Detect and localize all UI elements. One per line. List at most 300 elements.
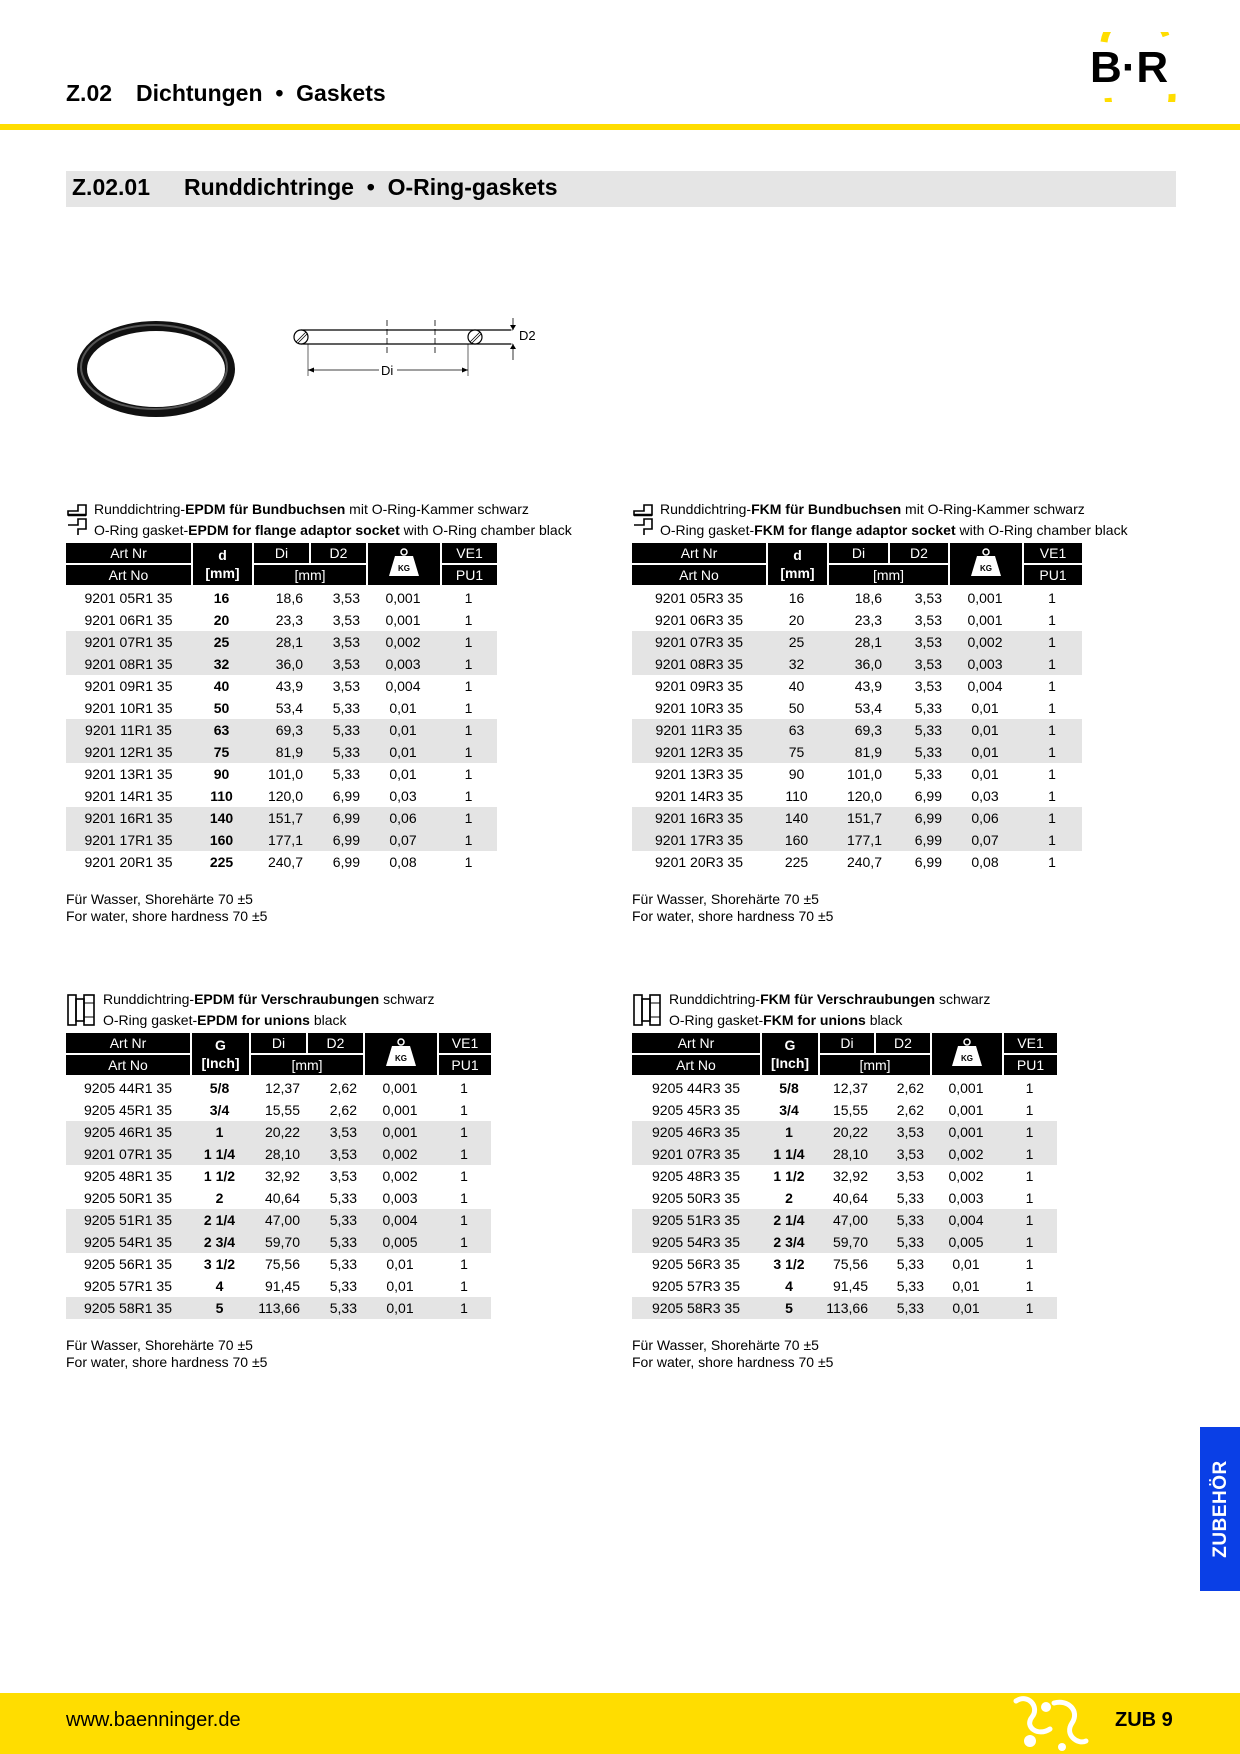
- header-art-no: Art No: [66, 1055, 190, 1077]
- size-cell: 20: [213, 612, 230, 628]
- art-number-cell: 9205 46R1 35: [66, 1121, 190, 1143]
- product-note: Für Wasser, Shorehärte 70 ±5 For water, shore hardness 70 ±5: [632, 1337, 834, 1370]
- header-art-no: Art No: [66, 565, 191, 587]
- d2-cell: 6,99: [332, 854, 360, 870]
- di-cell: 113,66: [818, 1297, 874, 1319]
- oring-photo: [74, 318, 239, 418]
- di-cell: 43,9: [275, 678, 303, 694]
- ve1-cell: 1: [464, 766, 473, 782]
- flange-socket-icon: [66, 501, 88, 539]
- art-number-cell: 9201 08R3 35: [632, 653, 766, 675]
- size-cell: 5/8: [209, 1080, 230, 1096]
- weight-cell: 0,002: [930, 1143, 1002, 1165]
- header-title-de: Dichtungen: [136, 80, 263, 106]
- size-cell: 1 1/4: [190, 1143, 249, 1165]
- size-cell: 75: [191, 741, 252, 763]
- header-pu1: PU1: [440, 565, 497, 587]
- ve1-cell: 1: [1048, 678, 1056, 694]
- art-number-cell: 9205 50R1 35: [84, 1190, 172, 1206]
- d2-cell: 2,62: [329, 1080, 357, 1096]
- d2-cell: 3,53: [888, 653, 948, 675]
- d2-cell: 3,53: [332, 612, 360, 628]
- header-separator: •: [275, 80, 284, 106]
- art-number-cell: 9201 13R3 35: [655, 766, 743, 782]
- footer-logo-pattern: [1010, 1693, 1090, 1754]
- ve1-cell: 1: [1025, 1256, 1034, 1272]
- product-block-epdm-unions: [66, 989, 491, 1371]
- ve1-cell: 1: [460, 1102, 468, 1118]
- size-cell: 50: [213, 700, 230, 716]
- d2-cell: 5,33: [306, 1231, 363, 1253]
- art-number-cell: 9205 54R1 35: [66, 1231, 190, 1253]
- header-pu1: PU1: [1022, 565, 1082, 587]
- ve1-cell: 1: [464, 854, 473, 870]
- ve1-cell: 1: [440, 631, 497, 653]
- size-cell: 90: [788, 766, 805, 782]
- size-cell: 225: [209, 854, 234, 870]
- d2-cell: 3,53: [309, 653, 366, 675]
- table-row: [632, 785, 1082, 807]
- ve1-cell: 1: [1048, 612, 1056, 628]
- art-number-cell: 9201 14R3 35: [655, 788, 743, 804]
- table-row: [66, 1253, 491, 1275]
- header-art-nr: Art Nr: [632, 1033, 760, 1055]
- weight-cell: 0,002: [363, 1143, 437, 1165]
- table-row: [66, 741, 497, 763]
- product-table: [66, 1033, 491, 1319]
- header-art-nr: Art Nr: [66, 1033, 190, 1055]
- weight-cell: 0,01: [952, 1256, 980, 1272]
- ve1-cell: 1: [1048, 766, 1056, 782]
- table-row: [66, 1209, 491, 1231]
- ve1-cell: 1: [1048, 590, 1056, 606]
- table-row: [66, 631, 497, 653]
- art-number-cell: 9201 12R3 35: [632, 741, 766, 763]
- di-cell: 40,64: [264, 1190, 300, 1206]
- d2-cell: 3,53: [896, 1168, 924, 1184]
- art-number-cell: 9201 13R1 35: [84, 766, 173, 782]
- ve1-cell: 1: [460, 1168, 468, 1184]
- art-number-cell: 9205 45R3 35: [652, 1102, 740, 1118]
- ve1-cell: 1: [1048, 854, 1056, 870]
- ve1-cell: 1: [440, 807, 497, 829]
- art-number-cell: 9205 46R3 35: [632, 1121, 760, 1143]
- art-number-cell: 9201 20R3 35: [655, 854, 743, 870]
- ve1-cell: 1: [437, 1209, 491, 1231]
- d2-cell: 5,33: [874, 1209, 930, 1231]
- size-cell: 4: [215, 1278, 224, 1294]
- company-logo: [1086, 32, 1190, 102]
- d2-cell: 6,99: [332, 788, 360, 804]
- ve1-cell: 1: [1025, 1190, 1034, 1206]
- table-row: [632, 1121, 1057, 1143]
- d2-cell: 3,53: [914, 612, 942, 628]
- di-cell: 28,10: [818, 1143, 874, 1165]
- di-cell: 101,0: [267, 766, 303, 782]
- di-cell: 75,56: [264, 1256, 300, 1272]
- di-cell: 151,7: [827, 807, 888, 829]
- ve1-cell: 1: [440, 719, 497, 741]
- ve1-cell: 1: [460, 1080, 468, 1096]
- table-row: [66, 1297, 491, 1319]
- size-cell: 5: [760, 1297, 818, 1319]
- di-cell: 120,0: [267, 788, 303, 804]
- di-cell: 91,45: [832, 1278, 868, 1294]
- size-cell: 16: [213, 590, 230, 606]
- di-cell: 81,9: [827, 741, 888, 763]
- d2-cell: 3,53: [329, 1168, 357, 1184]
- header-di: Di: [827, 543, 888, 565]
- section-title-de: Runddichtringe: [184, 174, 354, 200]
- d2-cell: 3,53: [332, 590, 360, 606]
- d2-cell: 5,33: [329, 1256, 357, 1272]
- art-number-cell: 9201 10R1 35: [84, 700, 173, 716]
- table-row: [632, 1297, 1057, 1319]
- ve1-cell: 1: [1002, 1209, 1057, 1231]
- weight-cell: 0,004: [930, 1209, 1002, 1231]
- ve1-cell: 1: [1002, 1231, 1057, 1253]
- weight-cell: 0,01: [386, 1278, 414, 1294]
- caption-de: Runddichtring-EPDM für Verschraubungen schwarz: [103, 991, 435, 1007]
- di-cell: 177,1: [827, 829, 888, 851]
- art-number-cell: 9201 11R3 35: [632, 719, 766, 741]
- weight-cell: 0,08: [971, 854, 999, 870]
- drawing-label-d2: D2: [519, 328, 536, 343]
- size-cell: 160: [191, 829, 252, 851]
- table-row: [632, 609, 1082, 631]
- product-caption: [632, 989, 1057, 1033]
- d2-cell: 5,33: [332, 700, 360, 716]
- art-number-cell: 9205 48R3 35: [652, 1168, 740, 1184]
- ve1-cell: 1: [464, 700, 473, 716]
- ve1-cell: 1: [464, 612, 473, 628]
- header-mm: [mm]: [818, 1055, 930, 1077]
- di-cell: 47,00: [818, 1209, 874, 1231]
- weight-cell: 0,01: [366, 741, 440, 763]
- table-row: [632, 851, 1082, 873]
- weight-cell: 0,001: [967, 590, 1003, 606]
- table-row: [66, 1165, 491, 1187]
- weight-cell: 0,03: [971, 788, 999, 804]
- di-cell: 113,66: [249, 1297, 306, 1319]
- section-title-en: O-Ring-gaskets: [387, 174, 558, 200]
- table-row: [632, 829, 1082, 851]
- art-number-cell: 9201 09R1 35: [84, 678, 173, 694]
- header-size: d [mm]: [191, 543, 252, 587]
- header-size: G [Inch]: [190, 1033, 249, 1077]
- size-cell: 1: [190, 1121, 249, 1143]
- weight-cell: 0,01: [971, 766, 999, 782]
- ve1-cell: 1: [1022, 631, 1082, 653]
- d2-cell: 3,53: [874, 1121, 930, 1143]
- d2-cell: 5,33: [309, 719, 366, 741]
- header-d2: D2: [306, 1033, 363, 1055]
- table-row: [632, 1209, 1057, 1231]
- di-cell: 20,22: [249, 1121, 306, 1143]
- di-cell: 240,7: [846, 854, 882, 870]
- table-row: [66, 719, 497, 741]
- header-pu1: PU1: [437, 1055, 491, 1077]
- product-note: Für Wasser, Shorehärte 70 ±5 For water, shore hardness 70 ±5: [632, 891, 834, 924]
- di-cell: 69,3: [252, 719, 309, 741]
- header-size: G [Inch]: [760, 1033, 818, 1077]
- art-number-cell: 9201 08R1 35: [66, 653, 191, 675]
- table-row: [632, 653, 1082, 675]
- art-number-cell: 9201 16R3 35: [632, 807, 766, 829]
- ve1-cell: 1: [464, 788, 473, 804]
- size-cell: 20: [788, 612, 805, 628]
- d2-cell: 2,62: [896, 1102, 924, 1118]
- logo-text: B·R: [1090, 43, 1169, 92]
- di-cell: 36,0: [827, 653, 888, 675]
- svg-text:KG: KG: [395, 1053, 407, 1063]
- table-row: [66, 675, 497, 697]
- product-table: [66, 543, 497, 873]
- d2-cell: 6,99: [888, 807, 948, 829]
- ve1-cell: 1: [1022, 653, 1082, 675]
- di-cell: 40,64: [832, 1190, 868, 1206]
- d2-cell: 5,33: [896, 1278, 924, 1294]
- section-separator: •: [366, 174, 375, 200]
- header-art-nr: Art Nr: [66, 543, 191, 565]
- size-cell: 40: [788, 678, 805, 694]
- product-block-fkm-flange: [632, 499, 1128, 925]
- art-number-cell: 9205 56R1 35: [84, 1256, 172, 1272]
- weight-cell: 0,01: [930, 1297, 1002, 1319]
- di-cell: 23,3: [275, 612, 303, 628]
- size-cell: 110: [785, 788, 808, 804]
- size-cell: 140: [191, 807, 252, 829]
- di-cell: 101,0: [846, 766, 882, 782]
- union-icon: [632, 991, 662, 1029]
- weight-cell: 0,08: [389, 854, 417, 870]
- art-number-cell: 9205 57R1 35: [84, 1278, 172, 1294]
- weight-cell: 0,003: [948, 1190, 984, 1206]
- art-number-cell: 9201 09R3 35: [655, 678, 743, 694]
- di-cell: 81,9: [252, 741, 309, 763]
- size-cell: 1 1/2: [773, 1168, 805, 1184]
- ve1-cell: 1: [460, 1278, 468, 1294]
- caption-de: Runddichtring-FKM für Bundbuchsen mit O-Ring-Kammer schwarz: [660, 501, 1085, 517]
- table-row: [66, 587, 497, 609]
- svg-text:KG: KG: [961, 1053, 973, 1063]
- size-cell: 5: [190, 1297, 249, 1319]
- ve1-cell: 1: [1022, 807, 1082, 829]
- art-number-cell: 9205 57R3 35: [652, 1278, 740, 1294]
- weight-cell: 0,01: [363, 1297, 437, 1319]
- di-cell: 18,6: [854, 590, 882, 606]
- d2-cell: 5,33: [306, 1209, 363, 1231]
- size-cell: 2 3/4: [760, 1231, 818, 1253]
- caption-en: O-Ring gasket-EPDM for unions black: [103, 1012, 347, 1028]
- weight-cell: 0,001: [948, 1080, 984, 1096]
- d2-cell: 6,99: [888, 829, 948, 851]
- art-number-cell: 9205 51R3 35: [632, 1209, 760, 1231]
- category-side-tab-label: ZUBEHÖR: [1210, 1460, 1231, 1558]
- di-cell: 18,6: [275, 590, 303, 606]
- flange-socket-icon: [632, 501, 654, 539]
- weight-cell: 0,004: [385, 678, 421, 694]
- caption-en: O-Ring gasket-FKM for flange adaptor socket with O-Ring chamber black: [660, 522, 1128, 538]
- size-cell: 25: [191, 631, 252, 653]
- art-number-cell: 9205 58R1 35: [66, 1297, 190, 1319]
- art-number-cell: 9201 14R1 35: [84, 788, 173, 804]
- di-cell: 53,4: [275, 700, 303, 716]
- table-row: [66, 609, 497, 631]
- di-cell: 23,3: [854, 612, 882, 628]
- di-cell: 28,10: [249, 1143, 306, 1165]
- page-header-title: [66, 80, 386, 107]
- ve1-cell: 1: [1022, 741, 1082, 763]
- di-cell: 47,00: [249, 1209, 306, 1231]
- size-cell: 1: [760, 1121, 818, 1143]
- table-row: [66, 1187, 491, 1209]
- d2-cell: 5,33: [874, 1231, 930, 1253]
- d2-cell: 5,33: [896, 1256, 924, 1272]
- weight-cell: 0,001: [948, 1102, 984, 1118]
- d2-cell: 5,33: [329, 1278, 357, 1294]
- header-pu1: PU1: [1002, 1055, 1057, 1077]
- svg-text:KG: KG: [980, 563, 992, 573]
- art-number-cell: 9201 17R3 35: [632, 829, 766, 851]
- header-weight: [363, 1033, 437, 1077]
- product-table: [632, 543, 1082, 873]
- header-art-no: Art No: [632, 565, 766, 587]
- ve1-cell: 1: [460, 1256, 468, 1272]
- d2-cell: 3,53: [332, 678, 360, 694]
- ve1-cell: 1: [437, 1231, 491, 1253]
- table-row: [632, 741, 1082, 763]
- d2-cell: 3,53: [914, 590, 942, 606]
- weight-cell: 0,003: [948, 653, 1022, 675]
- footer-website-link[interactable]: www.baenninger.de: [66, 1709, 241, 1731]
- table-row: [66, 653, 497, 675]
- art-number-cell: 9205 58R3 35: [632, 1297, 760, 1319]
- weight-cell: 0,005: [363, 1231, 437, 1253]
- weight-cell: 0,001: [382, 1080, 418, 1096]
- product-caption: [66, 989, 491, 1033]
- size-cell: 140: [766, 807, 827, 829]
- art-number-cell: 9201 07R1 35: [66, 631, 191, 653]
- ve1-cell: 1: [1002, 1143, 1057, 1165]
- table-row: [632, 807, 1082, 829]
- size-cell: 225: [784, 854, 809, 870]
- di-cell: 120,0: [846, 788, 882, 804]
- product-note: Für Wasser, Shorehärte 70 ±5 For water, shore hardness 70 ±5: [66, 891, 268, 924]
- product-block-epdm-flange: [66, 499, 572, 925]
- d2-cell: 6,99: [309, 807, 366, 829]
- ve1-cell: 1: [437, 1143, 491, 1165]
- di-cell: 75,56: [832, 1256, 868, 1272]
- size-cell: 40: [213, 678, 230, 694]
- weight-cell: 0,01: [952, 1278, 980, 1294]
- header-size: d [mm]: [766, 543, 827, 587]
- art-number-cell: 9201 17R1 35: [66, 829, 191, 851]
- drawing-label-di: Di: [381, 363, 394, 378]
- weight-cell: 0,07: [366, 829, 440, 851]
- table-row: [66, 1077, 491, 1099]
- ve1-cell: 1: [1025, 1168, 1034, 1184]
- ve1-cell: 1: [1025, 1278, 1034, 1294]
- table-row: [66, 785, 497, 807]
- section-title: [72, 174, 558, 201]
- art-number-cell: 9205 50R3 35: [652, 1190, 740, 1206]
- di-cell: 12,37: [264, 1080, 300, 1096]
- ve1-cell: 1: [1048, 788, 1056, 804]
- table-row: [632, 697, 1082, 719]
- table-row: [66, 851, 497, 873]
- d2-cell: 5,33: [332, 766, 360, 782]
- di-cell: 15,55: [832, 1102, 868, 1118]
- header-mm: [mm]: [249, 1055, 363, 1077]
- size-cell: 1 1/2: [203, 1168, 236, 1184]
- table-row: [632, 1077, 1057, 1099]
- table-row: [66, 1099, 491, 1121]
- di-cell: 151,7: [252, 807, 309, 829]
- art-number-cell: 9205 51R1 35: [66, 1209, 190, 1231]
- size-cell: 63: [766, 719, 827, 741]
- size-cell: 3/4: [209, 1102, 230, 1118]
- table-row: [632, 587, 1082, 609]
- ve1-cell: 1: [1048, 700, 1056, 716]
- size-cell: 5/8: [779, 1080, 799, 1096]
- caption-en: O-Ring gasket-FKM for unions black: [669, 1012, 903, 1028]
- size-cell: 2 1/4: [760, 1209, 818, 1231]
- table-row: [632, 719, 1082, 741]
- size-cell: 2 1/4: [190, 1209, 249, 1231]
- header-mm: [mm]: [827, 565, 948, 587]
- art-number-cell: 9201 05R1 35: [84, 590, 173, 606]
- union-icon: [66, 991, 96, 1029]
- weight-cell: 0,003: [382, 1190, 418, 1206]
- weight-cell: 0,01: [386, 1256, 414, 1272]
- header-ve1: VE1: [440, 543, 497, 565]
- d2-cell: 6,99: [309, 829, 366, 851]
- table-row: [66, 697, 497, 719]
- weight-cell: 0,01: [948, 741, 1022, 763]
- weight-cell: 0,003: [366, 653, 440, 675]
- ve1-cell: 1: [437, 1297, 491, 1319]
- size-cell: 2: [215, 1190, 224, 1206]
- d2-cell: 2,62: [896, 1080, 924, 1096]
- product-note: Für Wasser, Shorehärte 70 ±5 For water, shore hardness 70 ±5: [66, 1337, 268, 1370]
- size-cell: 4: [785, 1278, 793, 1294]
- header-art-nr: Art Nr: [632, 543, 766, 565]
- header-d2: D2: [874, 1033, 930, 1055]
- table-row: [632, 675, 1082, 697]
- d2-cell: 3,53: [306, 1121, 363, 1143]
- weight-cell: 0,07: [948, 829, 1022, 851]
- ve1-cell: 1: [437, 1121, 491, 1143]
- table-row: [632, 763, 1082, 785]
- ve1-cell: 1: [1002, 1297, 1057, 1319]
- art-number-cell: 9205 54R3 35: [632, 1231, 760, 1253]
- di-cell: 36,0: [252, 653, 309, 675]
- ve1-cell: 1: [1022, 719, 1082, 741]
- di-cell: 43,9: [854, 678, 882, 694]
- d2-cell: 5,33: [874, 1297, 930, 1319]
- product-caption: [632, 499, 1128, 543]
- size-cell: 32: [766, 653, 827, 675]
- art-number-cell: 9205 44R1 35: [84, 1080, 172, 1096]
- product-caption: [66, 499, 572, 543]
- ve1-cell: 1: [460, 1190, 468, 1206]
- weight-cell: 0,002: [948, 1168, 984, 1184]
- art-number-cell: 9205 48R1 35: [84, 1168, 172, 1184]
- product-block-fkm-unions: [632, 989, 1057, 1371]
- art-number-cell: 9201 20R1 35: [84, 854, 173, 870]
- weight-cell: 0,001: [385, 612, 421, 628]
